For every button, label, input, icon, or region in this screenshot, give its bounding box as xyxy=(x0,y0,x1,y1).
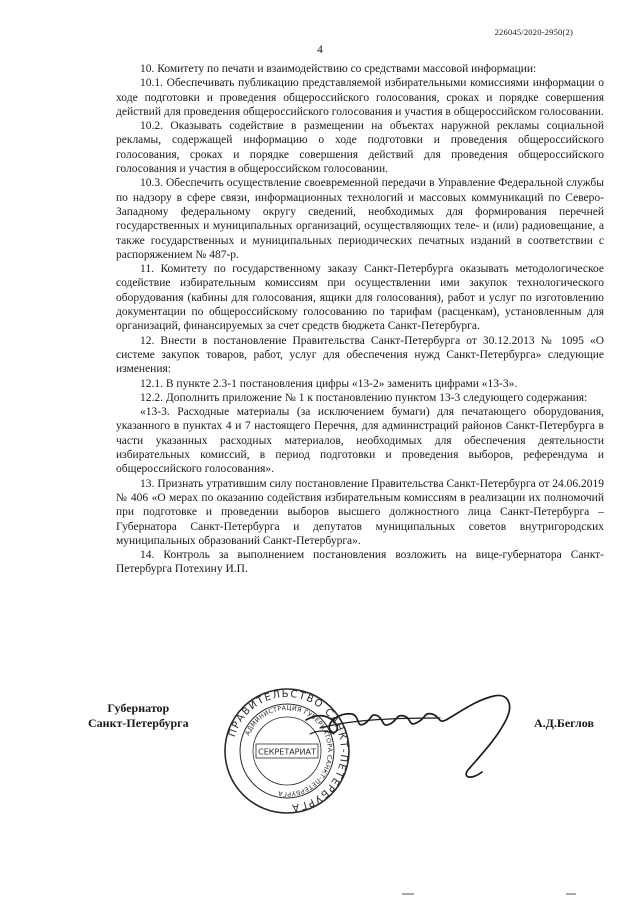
paragraph-10-1: 10.1. Обеспечивать публикацию представляемой избирательными комиссиями информации о ходе подготовки и проведения общероссийского голосования, сроках и порядке совершения действий для проведения общероссийского голосования и участия в общероссийском голосовании. xyxy=(116,77,604,118)
document-id: 226045/2020-2950(2) xyxy=(494,27,573,37)
signatory-title-line2: Санкт-Петербурга xyxy=(88,716,189,730)
paragraph-12-1: 12.1. В пункте 2.3-1 постановления цифры «13-2» заменить цифрами «13-3». xyxy=(140,377,518,390)
signer-name: А.Д.Беглов xyxy=(534,716,594,730)
paragraph-12: 12. Внести в постановление Правительства Санкт-Петербурга от 30.12.2013 № 1095 «О системе закупок товаров, работ, услуг для обеспечения нужд Санкт-Петербурга» следующие изменения: xyxy=(116,334,604,376)
paragraph-13: 13. Признать утратившим силу постановление Правительства Санкт-Петербурга от 24.06.2019 № 406 «О мерах по оказанию содействия избирательным комиссиям в реализации их полномочий при подготовке и проведении выборов высшего должностного лица Санкт-Петербурга – Губернатора Санкт-Петербурга и депутатов муниципальных советов внутригородских муниципальных образований Санкт-Петербурга». xyxy=(116,477,604,547)
signatory-title xyxy=(88,701,189,731)
paragraph-10: 10. Комитету по печати и взаимодействию со средствами массовой информации: xyxy=(140,63,537,75)
footer-marks xyxy=(0,892,640,898)
handwritten-signature xyxy=(300,690,530,785)
paragraph-12-2: 12.2. Дополнить приложение № 1 к постановлению пунктом 13-3 следующего содержания: xyxy=(140,391,588,404)
page-number: 4 xyxy=(317,44,323,56)
seal-outer-text: ПРАВИТЕЛЬСТВО САНКТ-ПЕТЕРБУРГА xyxy=(226,688,350,813)
paragraph-10-2: 10.2. Оказывать содействие в размещении на объектах наружной рекламы социальной рекламы, содержащей информацию о ходе подготовки и проведения общероссийского голосования, сроках и порядке совершения действий для проведения общероссийского голосования и участия в общероссийском голосовании. xyxy=(116,120,604,176)
seal-inner-text: АДМИНИСТРАЦИЯ ГУБЕРНАТОРА САНКТ-ПЕТЕРБУРГА xyxy=(244,704,334,798)
paragraph-11: 11. Комитету по государственному заказу Санкт-Петербурга оказывать методологическое содействие избирательным комиссиям при осуществлении ими закупок технологического оборудования (кабины для голосования, ящики для голосования), работ и услуг по изготовлению документации по общероссийскому голосованию по тарифам (расценкам), установленным для организаций, финансируемых за счет средств бюджета Санкт-Петербурга. xyxy=(116,263,604,333)
paragraph-14: 14. Контроль за выполнением постановления возложить на вице-губернатора Санкт-Петербурга Потехину И.П. xyxy=(116,549,604,576)
signatory-title-line1: Губернатор xyxy=(107,701,170,715)
document-body xyxy=(116,62,604,577)
paragraph-10-3: 10.3. Обеспечить осуществление своевременной передачи в Управление Федеральной службы по надзору в сфере связи, информационных технологий и массовых коммуникаций по Северо-Западному федеральному округу сведений, необходимых для формирования перечней государственных и муниципальных организаций, осуществляющих теле- и (или) радиовещание, а также государственных и муниципальных периодических печатных изданий в соответствии с распоряжением № 487-р. xyxy=(116,177,604,261)
paragraph-13-3-quote: «13-3. Расходные материалы (за исключением бумаги) для печатающего оборудования, указанного в пунктах 4 и 7 настоящего Перечня, для администраций районов Санкт-Петербурга в части указанных расходных материалов, необходимых для обеспечения деятельности избирательных комиссий, в период подготовки и проведения выборов, референдума и общероссийского голосования». xyxy=(116,406,604,476)
seal-center-text: СЕКРЕТАРИАТ xyxy=(258,747,316,757)
